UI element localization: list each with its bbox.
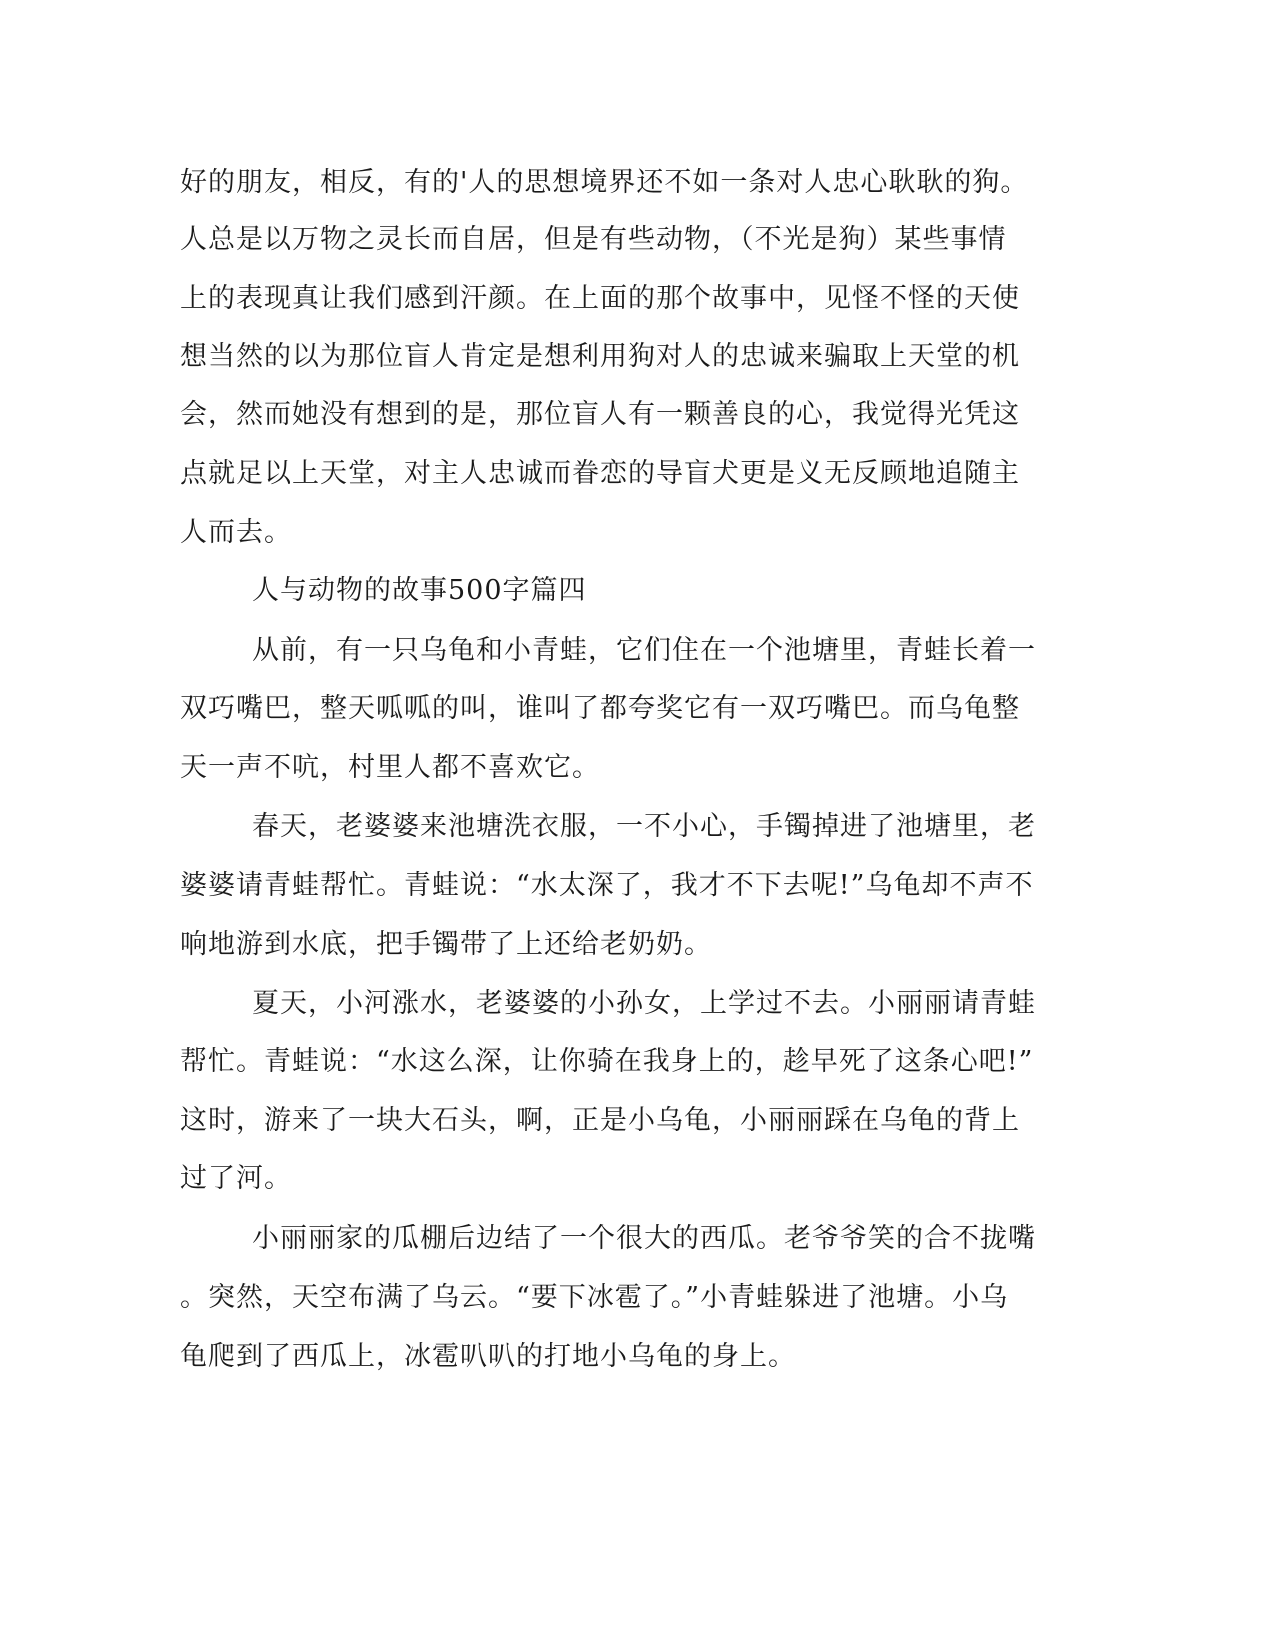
text-line: 双巧嘴巴，整天呱呱的叫，谁叫了都夸奖它有一双巧嘴巴。而乌龟整 [180,693,1020,724]
text-line: 天一声不吭，村里人都不喜欢它。 [180,752,600,783]
paragraph-first-line: 从前，有一只乌龟和小青蛙，它们住在一个池塘里，青蛙长着一 [252,635,1036,666]
text-line: 响地游到水底，把手镯带了上还给老奶奶。 [180,929,712,960]
text-line: 会，然而她没有想到的是，那位盲人有一颗善良的心，我觉得光凭这 [180,399,1020,430]
text-line: 帮忙。青蛙说：“水这么深，让你骑在我身上的，趁早死了这条心吧!” [180,1046,1034,1077]
text-line: 上的表现真让我们感到汗颜。在上面的那个故事中，见怪不怪的天使 [180,283,1020,314]
text-line: 好的朋友，相反，有的'人的思想境界还不如一条对人忠心耿耿的狗。 [180,167,1029,198]
text-line: 想当然的以为那位盲人肯定是想利用狗对人的忠诚来骗取上天堂的机 [180,341,1020,372]
section-heading: 人与动物的故事500字篇四 [252,575,587,606]
paragraph-first-line: 夏天，小河涨水，老婆婆的小孙女，上学过不去。小丽丽请青蛙 [252,988,1036,1019]
text-line: 这时，游来了一块大石头，啊，正是小乌龟，小丽丽踩在乌龟的背上 [180,1105,1020,1136]
text-line: 人而去。 [180,517,292,548]
text-line: 点就足以上天堂，对主人忠诚而眷恋的导盲犬更是义无反顾地追随主 [180,458,1020,489]
paragraph-first-line: 春天，老婆婆来池塘洗衣服，一不小心，手镯掉进了池塘里，老 [252,811,1036,842]
text-line: 人总是以万物之灵长而自居，但是有些动物，（不光是狗）某些事情 [180,224,1007,255]
text-line: 婆婆请青蛙帮忙。青蛙说：“水太深了，我才不下去呢!”乌龟却不声不 [180,870,1034,901]
paragraph-first-line: 小丽丽家的瓜棚后边结了一个很大的西瓜。老爷爷笑的合不拢嘴 [252,1223,1036,1254]
text-line: 龟爬到了西瓜上，冰雹叭叭的打地小乌龟的身上。 [180,1341,796,1372]
text-line: 。突然，天空布满了乌云。“要下冰雹了。”小青蛙躲进了池塘。小乌 [180,1282,1009,1313]
text-line: 过了河。 [180,1163,292,1194]
